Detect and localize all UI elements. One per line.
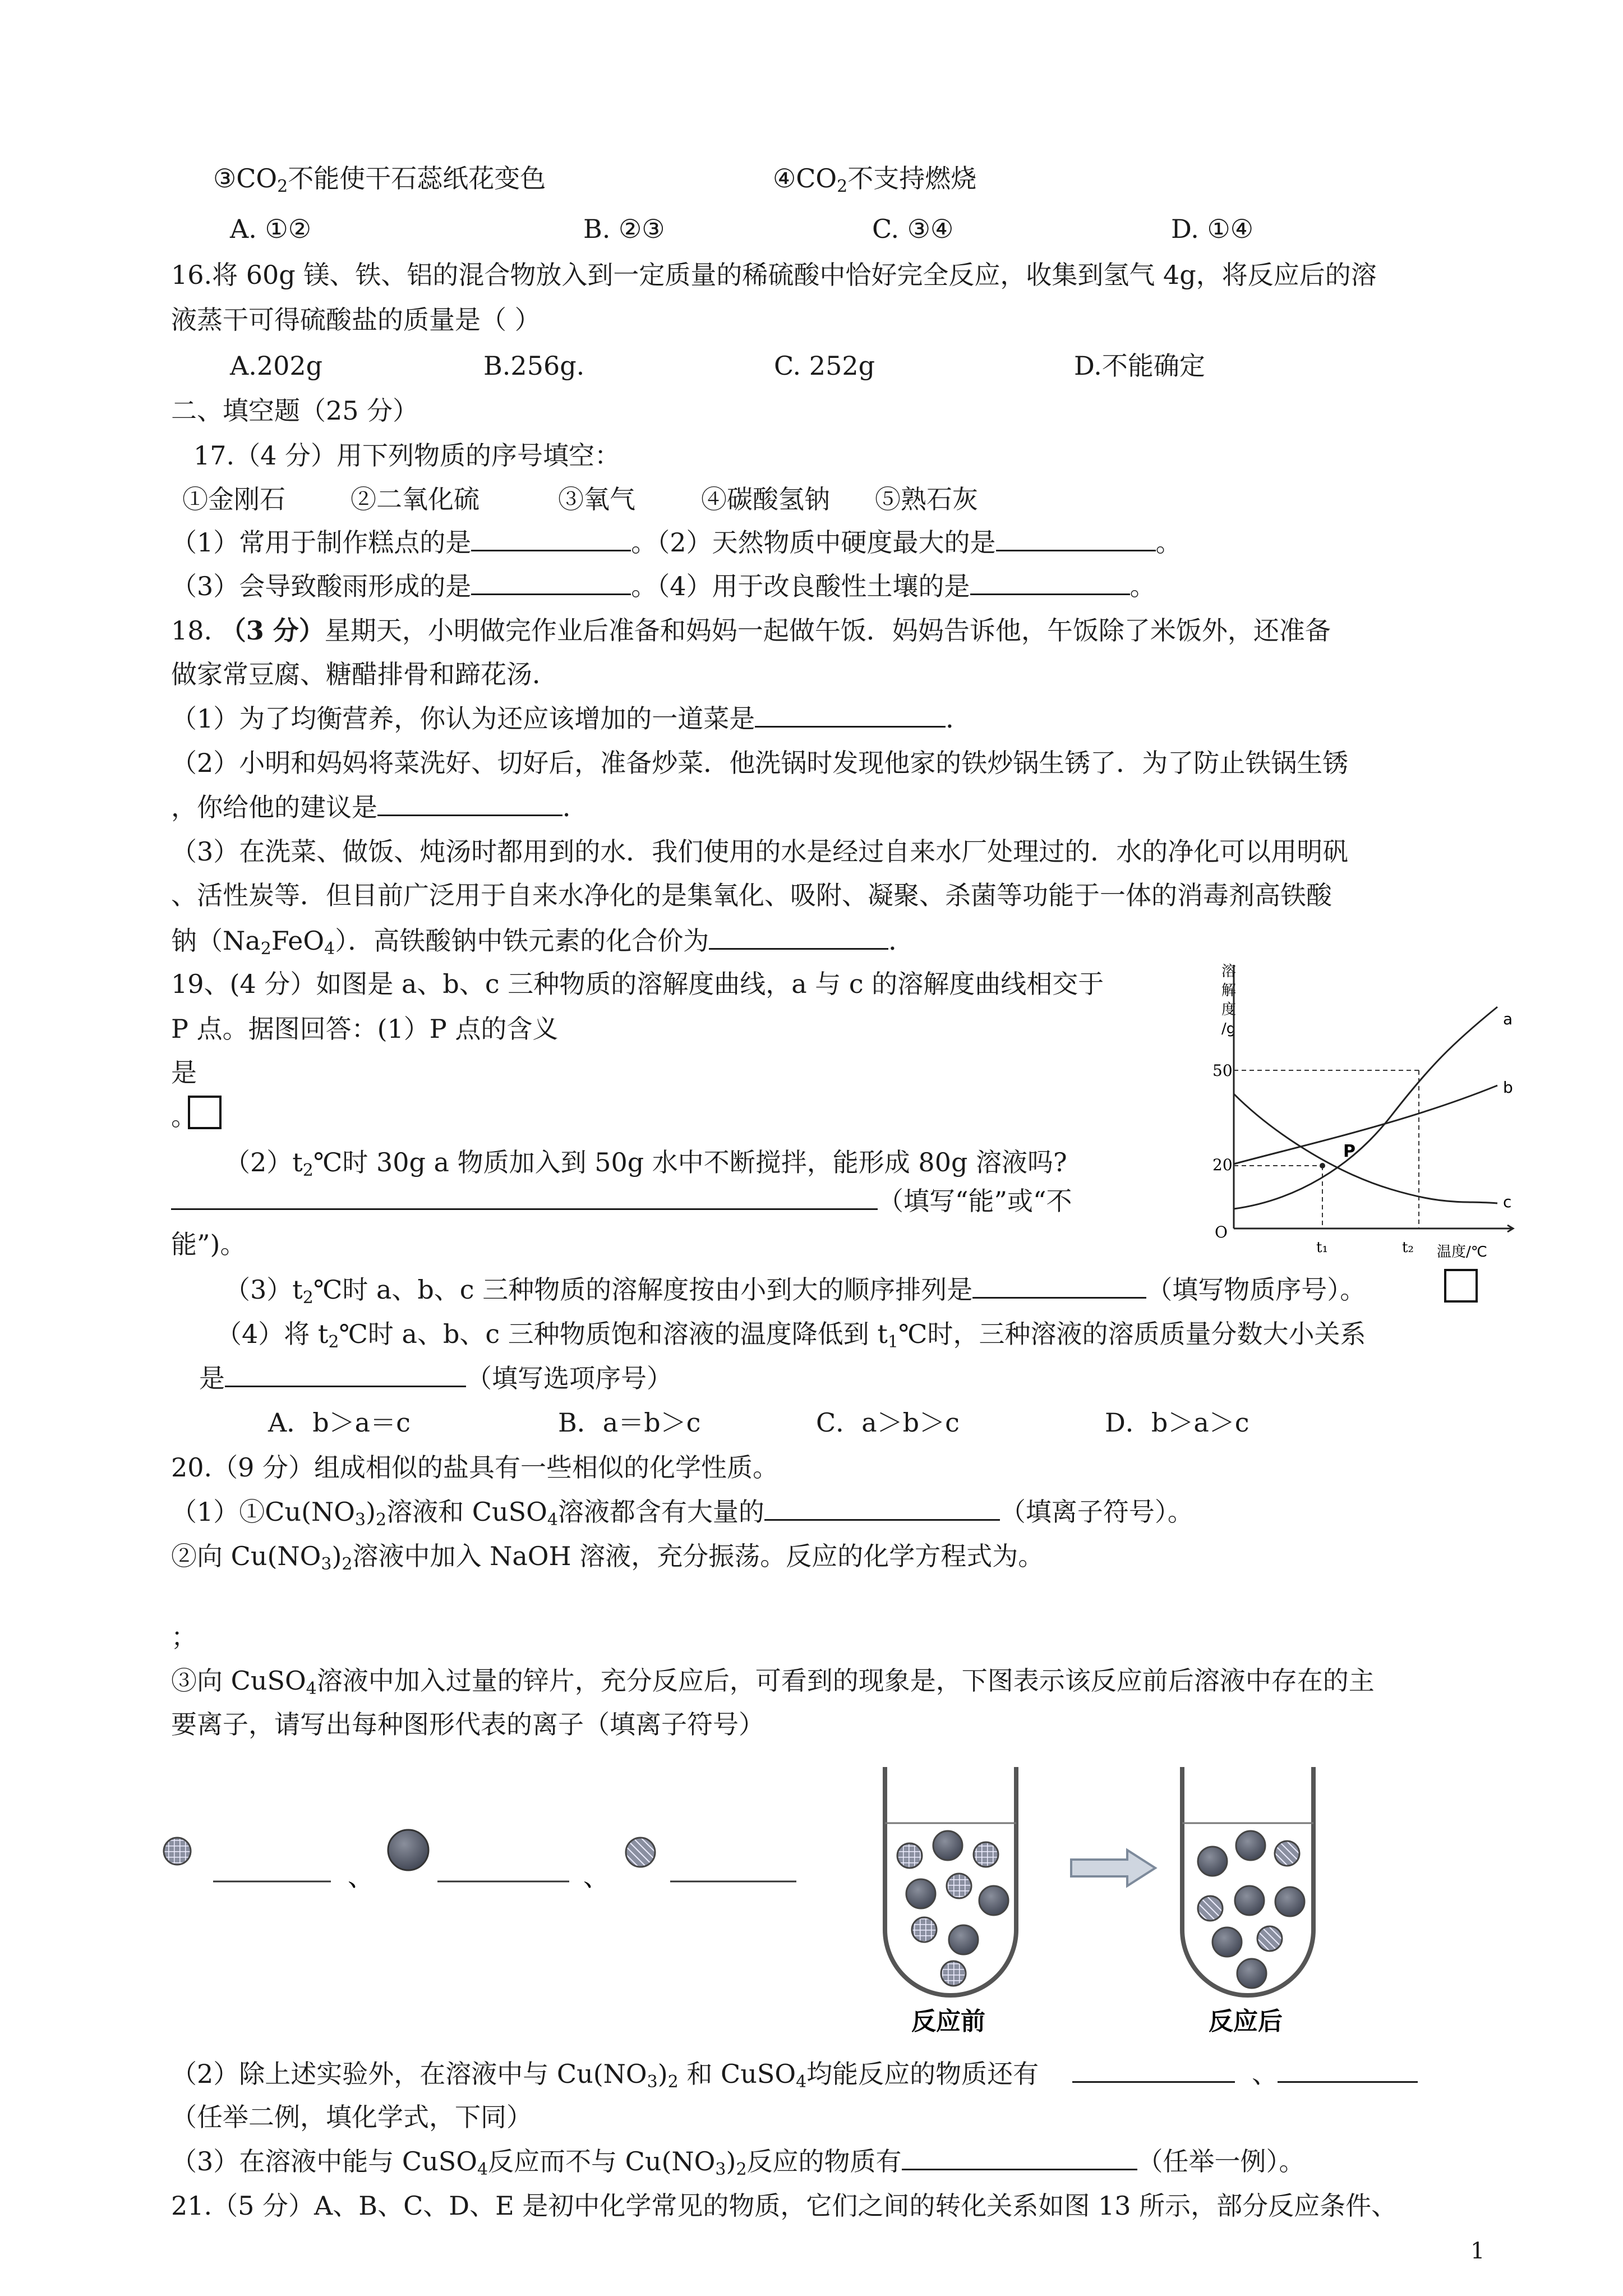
before-grid-ion-icon <box>941 1961 966 1986</box>
q15-statement-4: $④CO_2$不支持燃烧 <box>773 163 977 196</box>
q20-stem-line1: 20.（9 分）组成相似的盐具有一些相似的化学性质。 <box>171 1452 779 1483</box>
after-solid-ion-icon <box>1198 1847 1227 1876</box>
q20-part-1a: $(1)①Cu(NO_3)_2$溶液和 CuSO$_4$溶液都含有大量的 （填离子符号）。 <box>171 1494 1193 1537</box>
q17-part-1-2: （1）常用于制作糕点的是 。（2）天然物质中硬度最大的是 。 <box>171 525 1182 559</box>
chart-series-c-line <box>1234 1094 1497 1203</box>
before-solid-ion-icon <box>933 1831 962 1860</box>
chart-ytick-50: 50 <box>1212 1061 1233 1080</box>
q20-part-2-note: （任举二例，填化学式，下同） <box>171 2102 532 2132</box>
q20-semicolon: ； <box>171 1622 197 1652</box>
checkbox-square[interactable] <box>188 1096 222 1129</box>
q16-option-a: A.202g <box>230 351 323 381</box>
chart-xlabel: 温度/℃ <box>1437 1244 1487 1260</box>
chart-series-c-label: c <box>1503 1193 1512 1211</box>
answer-blank[interactable] <box>171 1184 878 1210</box>
q15-statement-3: $③CO_2$不能使干石蕊纸花变色 <box>213 163 546 196</box>
q20-part-3: （3）在溶液中能与 CuSO$_4$反应而不与 $Cu(NO_3)_2$反应的物质有 （任举一例）。 <box>171 2144 1305 2187</box>
answer-blank[interactable] <box>377 790 562 816</box>
ion-grid-icon <box>164 1838 191 1865</box>
q20-part-2: （2）除上述实验外，在溶液中与 $Cu(NO_3)_2$ 和 CuSO$_4$均能反应的物质还有 、 <box>171 2056 1418 2099</box>
checkbox-square[interactable] <box>1444 1269 1478 1303</box>
after-stripe-ion-icon <box>1257 1926 1282 1951</box>
q18-part-2a: （2）小明和妈妈将菜洗好、切好后，准备炒菜．他洗锅时发现他家的铁炒锅生锈了．为了防止铁锅生锈 <box>171 748 1349 778</box>
q19-option-d: D．b＞a＞c <box>1105 1407 1249 1438</box>
q17-item-3: ③氧气 <box>558 484 635 514</box>
label-after: 反应后 <box>1209 2007 1283 2036</box>
ion-diagram <box>151 1761 1497 2042</box>
q19-part-2-end: 能”)。 <box>171 1229 246 1259</box>
q16-option-b: B.256g. <box>483 351 585 381</box>
chart-origin: O <box>1215 1223 1228 1241</box>
answer-blank[interactable] <box>471 569 631 595</box>
q15-option-c: C. ③④ <box>872 214 954 244</box>
after-solid-ion-icon <box>1236 1831 1265 1860</box>
before-grid-ion-icon <box>897 1843 922 1868</box>
q18-part-3c: 钠$(Na_2FeO_4)$．高铁酸钠中铁元素的化合价为 ． <box>171 923 914 966</box>
answer-blank[interactable] <box>225 1361 466 1387</box>
q15-option-a: A. ①② <box>230 214 311 244</box>
before-grid-ion-icon <box>912 1917 937 1942</box>
q19-stem-line1: 19、(4 分）如图是 a、b、c 三种物质的溶解度曲线，a 与 c 的溶解度曲线相交于 <box>171 969 1104 999</box>
chart-ytick-20: 20 <box>1212 1156 1233 1174</box>
after-stripe-ion-icon <box>1198 1896 1223 1921</box>
answer-blank[interactable] <box>1278 2056 1418 2083</box>
q20-part-1b: ②向 $Cu(NO_3)_2$溶液中加入 NaOH 溶液，充分振荡。反应的化学方程式为。 <box>171 1541 1044 1574</box>
answer-blank[interactable] <box>970 569 1130 595</box>
after-stripe-ion-icon <box>1275 1841 1299 1866</box>
after-solid-ion-icon <box>1275 1887 1304 1916</box>
legend-separator: 、 <box>583 1862 609 1892</box>
chart-point-p <box>1320 1163 1325 1168</box>
chart-series-a-label: a <box>1503 1010 1513 1028</box>
answer-blank[interactable] <box>996 525 1156 551</box>
chart-series-b-label: b <box>1503 1078 1513 1097</box>
q19-part-4b: 是 （填写选项序号） <box>199 1361 672 1395</box>
legend-separator: 、 <box>348 1862 374 1892</box>
q19-stem-line2: P 点。据图回答：(1）P 点的含义 <box>171 1014 559 1044</box>
after-solid-ion-icon <box>1212 1927 1242 1957</box>
q19-stem-line3: 是 <box>171 1057 197 1088</box>
q17-intro: 17.（4 分）用下列物质的序号填空： <box>193 440 621 471</box>
q16-option-d: D.不能确定 <box>1074 351 1205 381</box>
section-title: 二、填空题（25 分） <box>171 395 419 426</box>
q16-stem-line1: 16.将 60g 镁、铁、铝的混合物放入到一定质量的稀硫酸中恰好完全反应，收集到氢气 4g，将反应后的溶 <box>171 260 1377 290</box>
q18-stem-line2: 做家常豆腐、糖醋排骨和蹄花汤． <box>171 659 558 689</box>
q15-option-d: D. ①④ <box>1171 214 1253 244</box>
q17-item-4: ④碳酸氢钠 <box>701 484 830 514</box>
before-grid-ion-icon <box>947 1874 971 1898</box>
chart-xtick-t1: t₁ <box>1316 1239 1328 1256</box>
q19-part-3: $(3)t_2℃$时 a、b、c 三种物质的溶解度按由小到大的顺序排列是 （填写物质序号）。 <box>224 1272 1366 1315</box>
after-solid-ion-icon <box>1237 1959 1266 1988</box>
ion-striped-icon <box>626 1838 655 1867</box>
answer-blank[interactable] <box>972 1272 1146 1299</box>
solubility-chart <box>1206 954 1520 1268</box>
q19-option-a: A．b＞a＝c <box>268 1407 411 1438</box>
chart-point-label: P <box>1343 1142 1355 1161</box>
page-number: 1 <box>1470 2238 1485 2264</box>
q20-part-1c-line2: 要离子，请写出每种图形代表的离子（填离子符号） <box>171 1709 764 1740</box>
q19-option-c: C．a＞b＞c <box>816 1407 960 1438</box>
q17-item-2: ②二氧化硫 <box>351 484 479 514</box>
q19-part-4: （4）将 $t_2℃$时 a、b、c 三种物质饱和溶液的温度降低到 $t_1℃$时，三种溶液的溶质质量分数大小关系 <box>216 1319 1366 1352</box>
answer-blank[interactable] <box>709 923 888 950</box>
q19-option-b: B．a＝b＞c <box>558 1407 701 1438</box>
answer-blank[interactable] <box>755 701 946 728</box>
q17-item-1: ①金刚石 <box>182 484 285 514</box>
q16-option-c: C. 252g <box>774 351 875 381</box>
chart-series-a-line <box>1234 1007 1497 1209</box>
before-solid-ion-icon <box>949 1925 978 1954</box>
q19-part-2: $(2)t_2℃$时 30g a 物质加入到 50g 水中不断搅拌，能形成 80g 溶液吗? <box>224 1147 1067 1180</box>
beaker-before <box>885 1767 1016 1995</box>
q18-part-3b: 、活性炭等．但目前广泛用于自来水净化的是集氧化、吸附、凝聚、杀菌等功能于一体的消毒剂高铁酸 <box>171 880 1332 910</box>
q20-part-1c-line1: ③向 CuSO$_4$溶液中加入过量的锌片，充分反应后，可看到的现象是，下图表示该反应前后溶液中存在的主 <box>171 1665 1375 1699</box>
q18-part-1: （1）为了均衡营养，你认为还应该增加的一道菜是 ． <box>171 701 971 735</box>
answer-blank[interactable] <box>764 1494 1000 1521</box>
after-solid-ion-icon <box>1235 1886 1264 1915</box>
q18-stem-line1: 18. （3 分）星期天，小明做完作业后准备和妈妈一起做午饭．妈妈告诉他，午饭除了米饭外，还准备 <box>171 615 1331 646</box>
answer-blank[interactable] <box>471 525 631 551</box>
q15-option-b: B. ②③ <box>583 214 665 244</box>
beaker-after <box>1182 1767 1313 1995</box>
before-solid-ion-icon <box>906 1879 935 1908</box>
answer-blank[interactable] <box>1072 2056 1235 2083</box>
q17-part-3-4: （3）会导致酸雨形成的是 。（4）用于改良酸性土壤的是 。 <box>171 569 1156 603</box>
q19-part-2-fill: （填写“能”或“不 <box>171 1184 1072 1218</box>
reaction-arrow-icon <box>1071 1850 1155 1886</box>
before-solid-ion-icon <box>979 1886 1008 1915</box>
q19-stem-line4: 。 <box>171 1101 197 1131</box>
label-before: 反应前 <box>911 2007 985 2036</box>
chart-xtick-t2: t₂ <box>1402 1239 1414 1256</box>
q18-part-2b: ，你给他的建议是 ． <box>171 790 588 824</box>
q17-item-5: ⑤熟石灰 <box>875 484 978 514</box>
answer-blank[interactable] <box>902 2144 1137 2170</box>
ion-solid-icon <box>388 1830 428 1870</box>
before-grid-ion-icon <box>974 1842 998 1867</box>
q21-stem-line1: 21.（5 分）A、B、C、D、E 是初中化学常见的物质，它们之间的转化关系如图 13 所示，部分反应条件、 <box>171 2191 1398 2221</box>
chart-ylabel: 溶解度/g <box>1221 963 1237 1037</box>
q16-stem-line2: 液蒸干可得硫酸盐的质量是（ ） <box>171 305 541 335</box>
chart-series-b-line <box>1234 1085 1497 1164</box>
q18-part-3a: （3）在洗菜、做饭、炖汤时都用到的水．我们使用的水是经过自来水厂处理过的．水的净化可以用明矾 <box>171 836 1349 867</box>
